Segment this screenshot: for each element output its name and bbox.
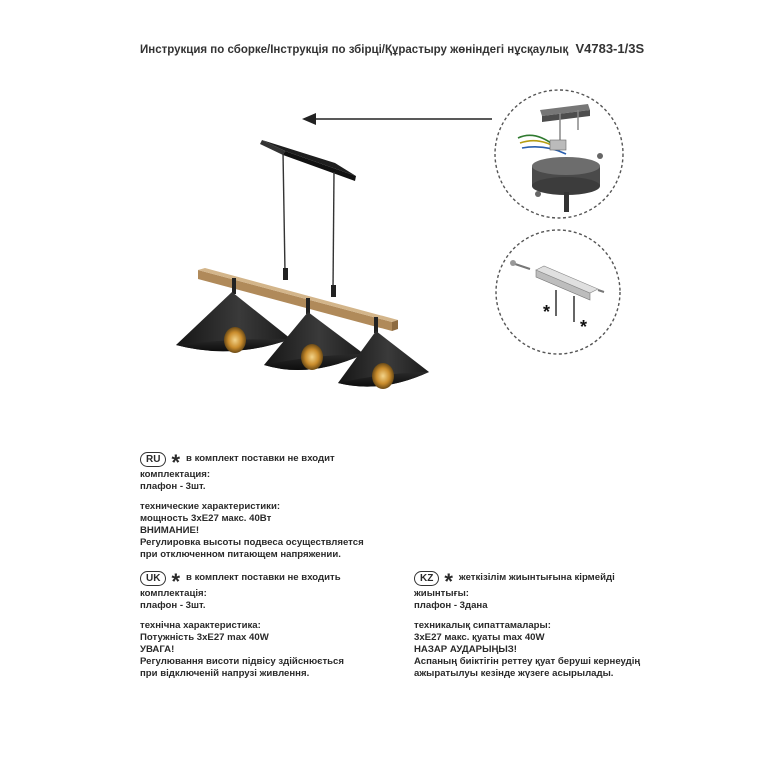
kz-warning-label: НАЗАР АУДАРЫҢЫЗ! [414, 644, 517, 655]
language-badge-uk: UK [140, 571, 166, 586]
kz-warning-line2: ажыратылуы кезінде жүзеге асырылады. [414, 668, 614, 679]
language-badge-kz: KZ [414, 571, 439, 586]
title-text: Инструкция по сборке/Інструкція по збірці/Құрастыру жөніндегі нұсқаулық [140, 44, 569, 56]
lamp-shade-left [176, 292, 291, 353]
detail-bracket-mount [496, 230, 620, 354]
asterisk-icon: * [444, 569, 453, 594]
cable-right [333, 172, 334, 290]
arrow-left-icon [302, 113, 492, 125]
section-ru [140, 451, 364, 561]
ru-specs-value: мощность 3хЕ27 макс. 40Вт [140, 513, 272, 524]
asterisk-icon: * [171, 450, 181, 475]
ru-warning-label: ВНИМАНИЕ! [140, 525, 200, 536]
uk-kit-value: плафон - 3шт. [140, 600, 206, 611]
uk-specs-value: Потужність 3хЕ27 max 40W [140, 632, 269, 643]
kz-warning-line1: Аспаның биіктігін реттеу қуат беруші кернеудің [414, 656, 641, 667]
ru-specs-label: технические характеристики: [140, 501, 281, 512]
detail-canopy-wiring [495, 90, 623, 218]
ru-warning-line1: Регулировка высоты подвеса осуществляется [140, 537, 364, 548]
section-uk [140, 570, 344, 680]
uk-warning-line1: Регулювання висоти підвісу здійснюється [140, 656, 344, 667]
asterisk-icon: * [171, 569, 181, 594]
uk-specs-label: технічна характеристика: [140, 620, 261, 631]
lamp-shade-right [338, 331, 429, 389]
ru-kit-value: плафон - 3шт. [140, 481, 206, 492]
ru-star-note: в комплект поставки не входит [186, 453, 335, 464]
kz-star-note: жеткізілім жиынтығына кірмейді [458, 572, 615, 583]
kz-specs-value: 3хЕ27 макс. қуаты max 40W [414, 632, 545, 643]
uk-warning-line2: при відключеній напрузі живлення. [140, 668, 310, 679]
ru-warning-line2: при отключенном питающем напряжении. [140, 549, 341, 560]
kz-kit-value: плафон - 3дана [414, 600, 488, 611]
kz-specs-label: техникалық сипаттамалары: [414, 620, 551, 631]
ru-kit-label: комплектация: [140, 469, 211, 480]
detail-star-1: * [543, 302, 551, 322]
kz-kit-label: жиынтығы: [414, 588, 469, 599]
ceiling-canopy [260, 140, 356, 181]
uk-star-note: в комплект поставки не входить [186, 572, 341, 583]
model-code: V4783-1/3S [575, 41, 645, 56]
section-kz [414, 570, 640, 680]
uk-warning-label: УВАГА! [140, 644, 175, 655]
detail-star-2: * [580, 317, 588, 337]
cable-left [283, 152, 285, 272]
language-badge-ru: RU [140, 452, 166, 467]
uk-kit-label: комплектація: [140, 588, 207, 599]
